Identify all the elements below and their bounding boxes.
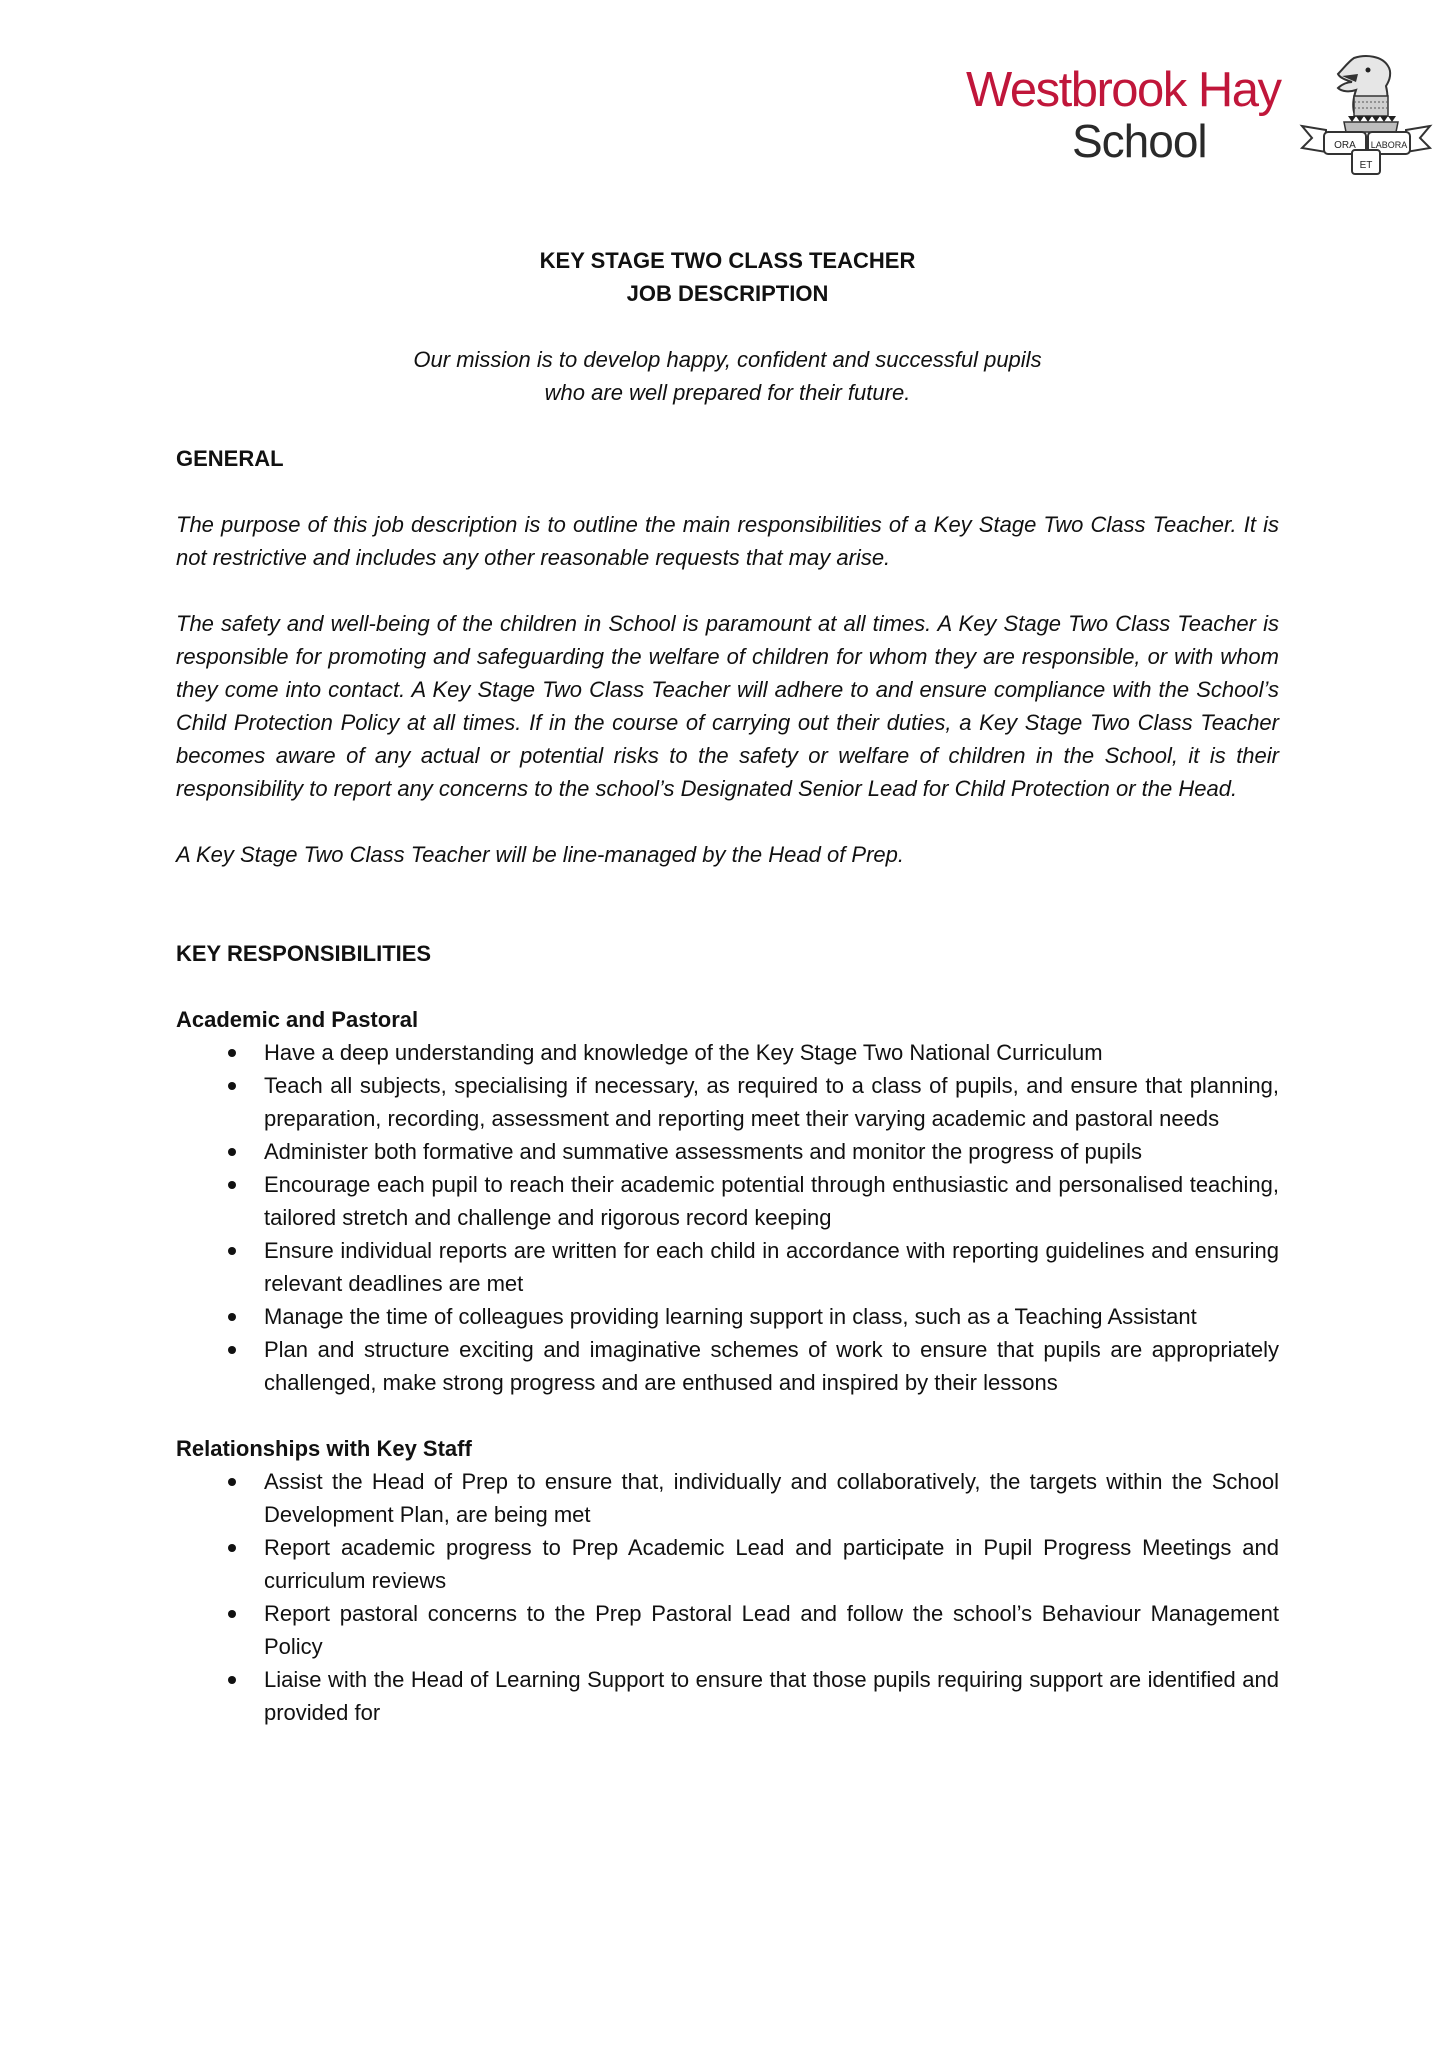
list-item — [176, 1168, 1279, 1234]
bullet-icon — [228, 1247, 236, 1255]
bullet-icon — [228, 1082, 236, 1090]
document-subtitle: JOB DESCRIPTION — [626, 281, 829, 306]
document-title: KEY STAGE TWO CLASS TEACHER — [539, 248, 916, 273]
list-item — [176, 1663, 1279, 1729]
key-responsibilities-heading: KEY RESPONSIBILITIES — [176, 941, 432, 966]
list-item-text: Assist the Head of Prep to ensure that, individually and collaboratively, the targets within the School Development Plan, are being met — [264, 1469, 1279, 1527]
bullet-icon — [228, 1346, 236, 1354]
bullet-icon — [228, 1478, 236, 1486]
mission-line-2: who are well prepared for their future. — [544, 380, 911, 405]
eagle-crest-icon — [1296, 52, 1436, 182]
bullet-icon — [228, 1049, 236, 1057]
general-paragraph-safeguarding: The safety and well-being of the children in School is paramount at all times. A Key Stage Two Class Teacher is responsible for promoting and safeguarding the welfare of children for whom they are responsible, or with whom they come into contact. A Key Stage Two Class Teacher will adhere to and ensure compliance with the School’s Child Protection Policy at all times. If in the course of carrying out their duties, a Key Stage Two Class Teacher becomes aware of any actual or potential risks to the safety or welfare of children in the School, it is their responsibility to report any concerns to the school’s Designated Senior Lead for Child Protection or the Head. — [176, 611, 1279, 801]
list-item — [176, 1234, 1279, 1300]
list-item — [176, 1597, 1279, 1663]
list-item — [176, 1333, 1279, 1399]
svg-text:ORA: ORA — [1334, 140, 1356, 151]
list-item — [176, 1531, 1279, 1597]
list-item-text: Plan and structure exciting and imaginative schemes of work to ensure that pupils are appropriately challenged, make strong progress and are enthused and inspired by their lessons — [264, 1337, 1279, 1395]
list-item-text: Manage the time of colleagues providing learning support in class, such as a Teaching Assistant — [264, 1304, 1197, 1329]
svg-text:LABORA: LABORA — [1370, 140, 1408, 150]
list-item-text: Liaise with the Head of Learning Support to ensure that those pupils requiring support are identified and provided for — [264, 1667, 1279, 1725]
academic-pastoral-heading: Academic and Pastoral — [176, 1007, 419, 1032]
list-item — [176, 1135, 1279, 1168]
general-paragraph-line-management: A Key Stage Two Class Teacher will be line-managed by the Head of Prep. — [176, 842, 905, 867]
relationships-key-staff-list — [176, 1465, 1279, 1729]
list-item-text: Report academic progress to Prep Academic Lead and participate in Pupil Progress Meetings and curriculum reviews — [264, 1535, 1279, 1593]
bullet-icon — [228, 1610, 236, 1618]
bullet-icon — [228, 1544, 236, 1552]
general-paragraph-purpose: The purpose of this job description is to outline the main responsibilities of a Key Stage Two Class Teacher. It is not restrictive and includes any other reasonable requests that may arise. — [176, 512, 1279, 570]
list-item-text: Report pastoral concerns to the Prep Pastoral Lead and follow the school’s Behaviour Management Policy — [264, 1601, 1279, 1659]
list-item — [176, 1069, 1279, 1135]
list-item — [176, 1300, 1279, 1333]
bullet-icon — [228, 1148, 236, 1156]
list-item-text: Administer both formative and summative assessments and monitor the progress of pupils — [264, 1139, 1142, 1164]
list-item — [176, 1465, 1279, 1531]
list-item-text: Encourage each pupil to reach their academic potential through enthusiastic and personalised teaching, tailored stretch and challenge and rigorous record keeping — [264, 1172, 1279, 1230]
relationships-key-staff-heading: Relationships with Key Staff — [176, 1436, 472, 1461]
list-item-text: Have a deep understanding and knowledge of the Key Stage Two National Curriculum — [264, 1040, 1103, 1065]
logo-school-word: School — [1072, 115, 1207, 167]
academic-pastoral-list — [176, 1036, 1279, 1399]
logo-school-name: Westbrook Hay — [966, 63, 1281, 117]
bullet-icon — [228, 1313, 236, 1321]
list-item-text: Teach all subjects, specialising if necessary, as required to a class of pupils, and ensure that planning, preparation, recording, assessment and reporting meet their varying academic and pastoral needs — [264, 1073, 1279, 1131]
list-item — [176, 1036, 1279, 1069]
school-logo — [966, 63, 1436, 190]
mission-line-1: Our mission is to develop happy, confident and successful pupils — [413, 347, 1042, 372]
general-heading: GENERAL — [176, 446, 284, 471]
bullet-icon — [228, 1181, 236, 1189]
document-body — [176, 244, 1279, 1729]
bullet-icon — [228, 1676, 236, 1684]
list-item-text: Ensure individual reports are written for each child in accordance with reporting guidelines and ensuring relevant deadlines are met — [264, 1238, 1279, 1296]
svg-text:ET: ET — [1359, 160, 1373, 171]
